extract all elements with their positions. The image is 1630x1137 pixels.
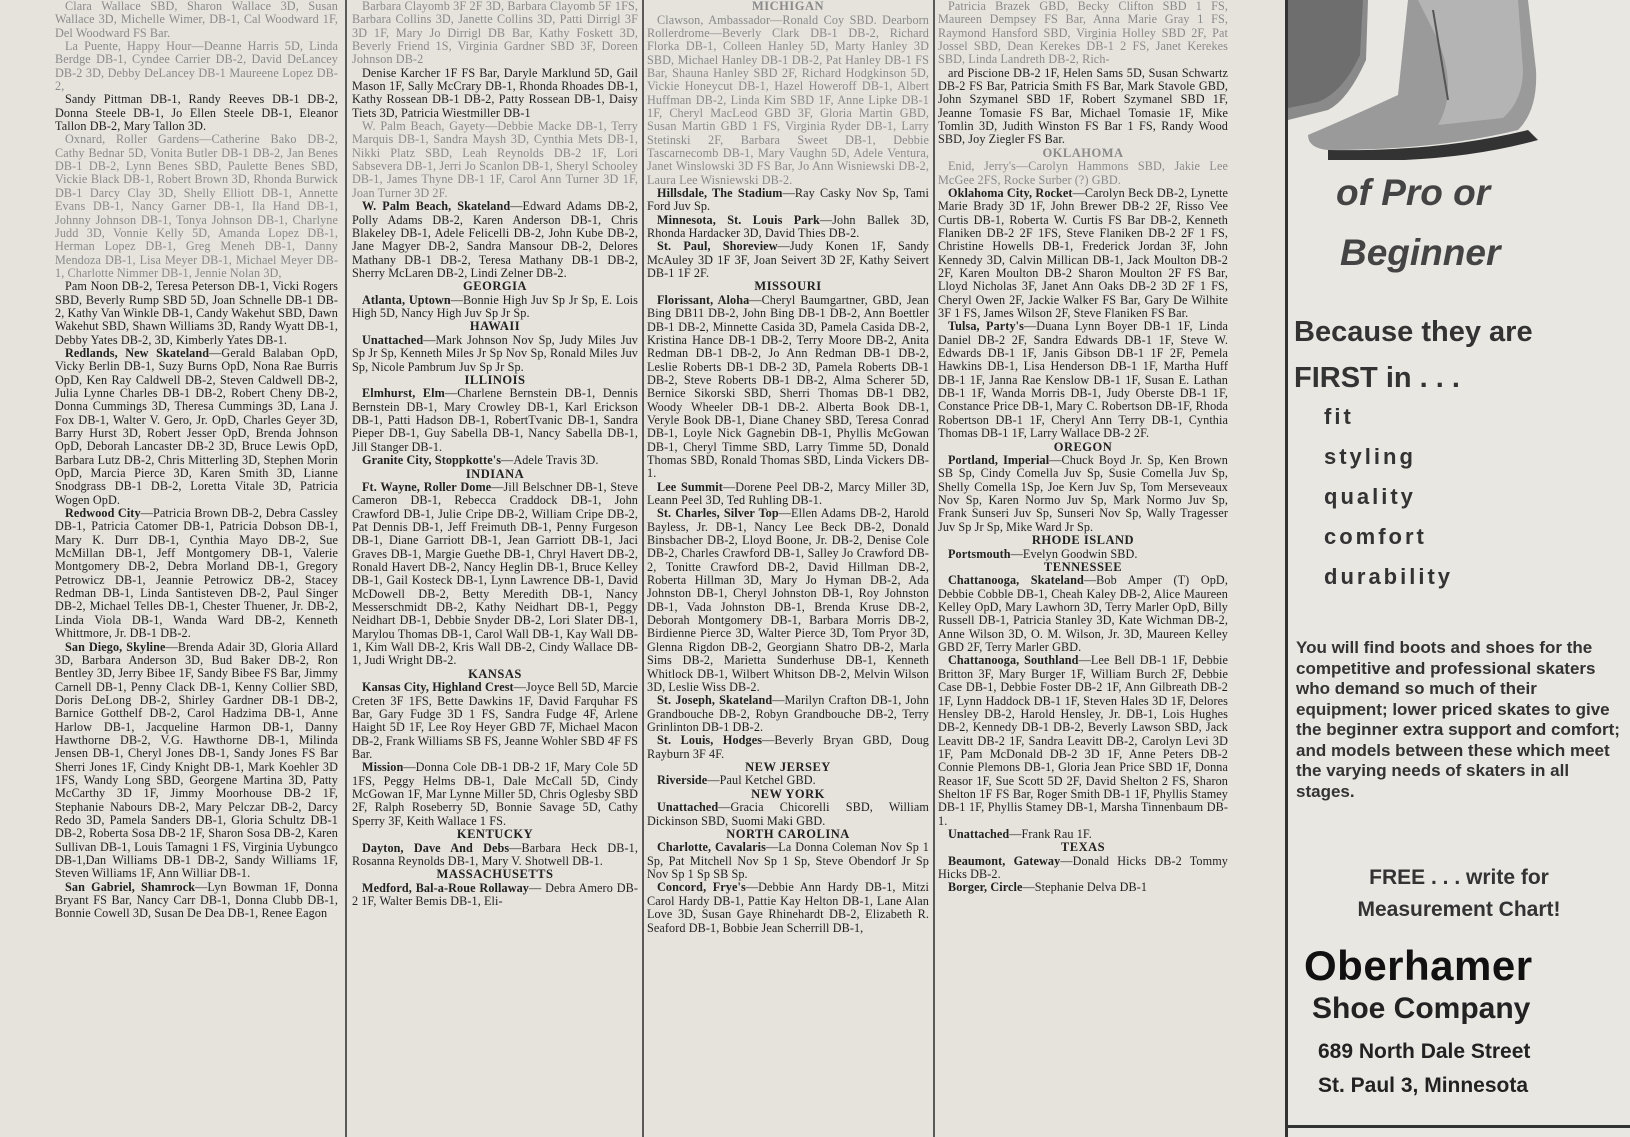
rink-location: Kansas City, Highland Crest: [362, 680, 514, 695]
skater-list: —Patricia Brown DB-2, Debra Cassley DB-1, Patricia Catomer DB-1, Patricia Dobson DB-1, Mary K. Durr DB-1, Cynthia Mayo DB-2, Sue McMillan DB-1, Jeff Montgomery DB-1, Valerie Montgomery DB-2, Debra Morland DB-1, Gregory Petrowicz DB-1, Jeannie Petrowicz DB-2, Stacey Redman DB-1, Linda Santisteven DB-2, Paul Singer DB-2, Michael Telles DB-1, Chester Thuener, Jr. DB-2, Linda Viola DB-1, Wanda Ward DB-2, Kenneth Whittmore, Jr. DB-1 DB-2.: [55, 506, 338, 641]
skater-list: —Adele Travis 3D.: [501, 453, 599, 468]
ad-quality-styling: styling: [1324, 444, 1416, 469]
state-heading: GEORGIA: [463, 279, 527, 294]
rink-location: Dayton, Dave And Debs: [362, 840, 510, 855]
results-paragraph: [647, 14, 929, 187]
skater-list: —Donna Cole DB-1 DB-2 1F, Mary Cole 5D 1FS, Peggy Helms DB-1, Dale McCall 5D, Cindy McGowan 1F, Mar Lynne Miller 5D, Chris Oglesby SBD 2F, Ralph Roseberry 5D, Bonnie Savage 5D, Cathy Sperry 3F, Keith Wallace 1 FS.: [352, 760, 638, 828]
skater-list: Sandy Pittman DB-1, Randy Reeves DB-1 DB-2, Donna Steele DB-1, Jo Ellen Steele DB-1, Eleanor Tallon DB-2, Mary Tallon 3D.: [55, 92, 338, 134]
ad-tagline-beginner: Beginner: [1340, 232, 1501, 273]
results-paragraph: [647, 214, 929, 241]
skater-list: —Ray Casky Nov Sp, Tami Ford Juv Sp.: [647, 185, 929, 214]
column-3: [647, 0, 929, 1137]
oberhamer-advertisement: [1288, 0, 1630, 1137]
rink-location: Unattached: [657, 800, 719, 815]
state-heading: INDIANA: [465, 466, 525, 481]
state-heading: TEXAS: [1060, 840, 1106, 855]
results-paragraph: [938, 828, 1228, 841]
state-heading: KANSAS: [468, 666, 522, 681]
skater-list: —Lyn Bowman 1F, Donna Bryant FS Bar, Nancy Carr DB-1, Donna Clubb DB-1, Bonnie Cowell 3D, Susan De Dea DB-1, Renee Eagon: [55, 879, 338, 921]
rink-location: Tulsa, Party's: [948, 319, 1024, 334]
results-paragraph: [647, 187, 929, 214]
skater-list: —Donald Hicks DB-2 Tommy Hicks DB-2.: [938, 853, 1228, 882]
skater-list: —Bonnie High Juv Sp Jr Sp, E. Lois High 5D, Nancy High Juv Sp Jr Sp.: [352, 292, 638, 321]
rink-location: Florissant, Aloha: [657, 292, 750, 307]
rink-location: Ft. Wayne, Roller Dome: [362, 480, 492, 494]
skater-list: —Lee Bell DB-1 1F, Debbie Britton 3F, Mary Burger 1F, William Burch 2F, Debbie Case DB-1, Debbie Foster DB-2 1F, Ann Gilbreath DB-2 1F, Lynn Haddock DB-1 1F, Steven Hales 3D 1F, Delores Hensley DB-2, Harold Hensley, Jr. DB-1, Lois Hughes DB-2, Kennedy DB-1 DB-2, Beverly Lawson SBD, Jack Leavitt DB-2 1F, Sandra Leavitt DB-2, Carolyn Levi 3D 1F, Pam McDonald DB-2 3D 1F, Anne Peters DB-2 Connie Plemons DB-1, Gloria Jean Price SBD 1F, Donna Reasor 1F, Sue Scott 5D 2F, David Shelton 2 FS, Sharon Shelton 1F FS Bar, Roger Smith DB-1 1F, Phyllis Stamey DB-1 1F, Phyllis Stamey DB-1, Marsha Tinnenbaum DB-1.: [938, 653, 1228, 828]
skater-list: — Debra Amero DB-2 1F, Walter Bemis DB-1, Eli-: [352, 880, 638, 909]
rink-location: Lee Summit: [657, 479, 723, 494]
state-heading: HAWAII: [469, 319, 521, 334]
rink-location: St. Charles, Silver Top: [657, 506, 779, 521]
results-paragraph: [55, 133, 338, 280]
rink-location: Riverside: [657, 773, 708, 788]
skater-list: —Edward Adams DB-2, Polly Adams DB-2, Karen Anderson DB-1, Chris Blakeley DB-1, Adele Felicelli DB-2, John Kube DB-2, Jane Magyer DB-2, Sandra Mansour DB-2, Delores Mathany DB-1 DB-2, Teresa Mathany DB-1 DB-2, Sherry McLaren DB-2, Lindi Zelner DB-2.: [352, 199, 638, 280]
results-paragraph: [938, 548, 1228, 561]
results-paragraph: [938, 187, 1228, 320]
results-paragraph: [938, 881, 1228, 894]
results-paragraph: [55, 93, 338, 133]
results-paragraph: [55, 507, 338, 640]
skater-list: Barbara Clayomb 3F 2F 3D, Barbara Clayomb 5F 1FS, Barbara Collins 3D, Janette Collins 3D, Patti Dirrigl 3F 3D 1F, Mary Jo Dirrigl DB Bar, Kathy Foskett 3D, Beverly Friend 1S, Virginia Gardner SBD 3F, Doreen Johnson DB-2: [352, 0, 638, 67]
ad-because: Because they are: [1294, 316, 1533, 348]
rink-location: Portland, Imperial: [948, 453, 1050, 467]
results-paragraph: [352, 761, 638, 828]
rink-location: Elmhurst, Elm: [362, 386, 445, 401]
ad-body-text: You will find boots and shoes for the competitive and professional skaters who demand so much of their equipment; lower priced skates to give the beginner extra support and comfort; and models between these which meet the varying needs of skaters in all stages.: [1296, 638, 1620, 801]
column-divider: [345, 0, 347, 1137]
column-1: [55, 0, 338, 1137]
rink-location: San Diego, Skyline: [65, 639, 166, 654]
results-paragraph: [352, 294, 638, 321]
ad-quality-comfort: comfort: [1324, 524, 1427, 549]
results-paragraph: [938, 855, 1228, 882]
rink-location: Minnesota, St. Louis Park: [657, 212, 820, 227]
state-heading: MISSOURI: [754, 279, 822, 294]
rink-location: Borger, Circle: [948, 880, 1023, 895]
skater-list: —Joyce Bell 5D, Marcie Creten 3F 1FS, Bette Dawkins 1F, David Farquhar FS Bar, Gary Fudge 3D 1 FS, Sandra Fudge 4F, Arlene Haight 5D 1F, Lee Roy Heyer GBD 7F, Michael Macon DB-2, Frank Williams SB FS, Jeanne Wohler SBD 4F FS Bar.: [352, 680, 638, 762]
rink-location: Concord, Frye's: [657, 880, 746, 895]
results-paragraph: [938, 320, 1228, 440]
results-paragraph: [938, 67, 1228, 147]
results-paragraph: [55, 40, 338, 93]
skater-list: —Stephanie Delva DB-1: [1022, 880, 1148, 895]
results-paragraph: [352, 200, 638, 280]
skater-list: —Marilyn Crafton DB-1, John Grandbouche DB-2, Robyn Grandbouche DB-2, Terry Grinlinton DB-1 DB-2.: [647, 693, 929, 734]
results-paragraph: [55, 347, 338, 507]
results-paragraph: [647, 481, 929, 508]
results-paragraph: [938, 574, 1228, 654]
skater-list: —Brenda Adair 3D, Gloria Allard 3D, Barbara Anderson 3D, Bud Baker DB-2, Ron Bentley 3D, Jerry Bibee 1F, Sandy Bibee FS Bar, Jimmy Carnell DB-1, Penny Clack DB-1, Kenny Collier SBD, Doris DeLong DB-2, Shirley Gardner DB-1 DB-2, Barnice Gotthelf DB-2, Carol Hadzima DB-1, Anne Harlow DB-1, Jacqueline Harmon DB-1, Danny Hawthorne DB-2, V.G. Hawthorne DB-1, Milinda Jensen DB-1, Cheryl Jones DB-1, Sandy Jones FS Bar Sherri Jones 1F, Cindy Knight DB-1, Mark Koehler 3D 1FS, Wandy Long SBD, Georgene Martina 3D, Patty McCarthy 3D 1F, Jimmy Moorhouse DB-2 1F, Stephanie Nabours DB-2, Mary Pelczar DB-2, Darcy Redo 3D, Pamela Sanders DB-1, Gloria Schultz DB-1 DB-2, Roberta Sosa DB-2 1F, Sharon Sosa DB-2, Karen Sullivan DB-1, Louis Tamagni 1 FS, Virginia Uybungco DB-1,Dan Williams DB-1 DB-2, Sandy Williams 1F, Steven Williams 1F, Ann Williar DB-1.: [55, 639, 338, 881]
results-paragraph: [352, 0, 638, 67]
ad-brand-name: Oberhamer: [1304, 942, 1533, 989]
results-paragraph: [352, 481, 638, 668]
skater-list: —Dorene Peel DB-2, Marcy Miller 3D, Leann Peel 3D, Ted Ruhling DB-1.: [647, 479, 929, 508]
skater-list: —Jill Belschner DB-1, Steve Cameron DB-1, Rebecca Craddock DB-1, John Crawford DB-1, Julie Cripe DB-2, William Cripe DB-2, Pat Dennis DB-1, Jeff Freimuth DB-1, Penny Furgeson DB-1, Diane Garriott DB-1, Jean Garriott DB-1, Jaci Graves DB-1, Margie Guethe DB-1, Chryl Havert DB-2, Ronald Havert DB-2, Nancy Heglin DB-1, Bruce Kelley DB-1, Gail Kosteck DB-1, Lynn Lawrence DB-1, David McDowell DB-2, Betty Meredith DB-1, Nancy Messerschmidt DB-2, Kathy Neidhart DB-1, Peggy Neidhart DB-1, Debbie Snyder DB-2, Lori Slater DB-1, Marylou Thomas DB-1, Carol Wall DB-1, Kay Wall DB-1, Kim Wall DB-2, Kris Wall DB-2, Cindy Wallace DB-1, Judi Wright DB-2.: [352, 480, 638, 668]
ad-tagline-pro: of Pro or: [1336, 172, 1491, 213]
column-divider: [642, 0, 644, 1137]
rink-location: Charlotte, Cavalaris: [657, 840, 767, 855]
rink-location: Oklahoma City, Rocket: [948, 185, 1073, 200]
results-paragraph: [938, 454, 1228, 534]
skater-list: Patricia Brazek GBD, Becky Clifton SBD 1 FS, Maureen Dempsey FS Bar, Anna Marie Gray 1 FS, Raymond Hansford SBD, Virginia Holley SBD 2F, Pat Jossel SBD, Dean Kerekes DB-1 2 FS, Janet Kerekes SBD, Linda Landreth DB-2, Rich-: [938, 0, 1228, 67]
state-heading: OKLAHOMA: [1042, 145, 1124, 160]
rink-location: Unattached: [362, 332, 424, 347]
rink-location: W. Palm Beach, Skateland: [362, 199, 511, 214]
ad-bottom-border: [1285, 1125, 1630, 1128]
results-paragraph: [55, 641, 338, 881]
state-heading: MASSACHUSETTS: [436, 867, 554, 882]
skater-list: —Beverly Bryan GBD, Doug Rayburn 3F 4F.: [647, 733, 929, 761]
state-heading: KENTUCKY: [456, 827, 534, 842]
skater-list: —John Ballek 3D, Rhonda Hardacker 3D, David Thies DB-2.: [647, 212, 929, 240]
results-paragraph: [352, 67, 638, 120]
results-paragraph: [647, 734, 929, 761]
skater-list: Oxnard, Roller Gardens—Catherine Bako DB-2, Cathy Bednar 5D, Vonita Butler DB-1 DB-2, Jan Benes DB-1 DB-2, Lynn Benes SBD, Paulette Benes SBD, Vickie Black DB-1, Robert Brown 3D, Rhonda Burwick DB-1 Darcy Clay 3D, Shelly Elliott DB-1, Annette Evans DB-1, Nancy Garner DB-1, Ila Hand DB-1, Johnny Johnson DB-1, Tonya Johnson DB-1, Charlyne Judd 3D, Vonnie Kelly 5D, Amanda Lopez DB-1, Herman Lopez DB-1, Greg Meneh DB-1, Danny Mendoza DB-1, Lisa Meyer DB-1, Michael Meyer DB-1, Charlotte Nimmer DB-1, Jennie Nolan 3D,: [55, 132, 338, 280]
results-paragraph: [352, 882, 638, 909]
results-paragraph: [352, 387, 638, 454]
rink-location: St. Joseph, Skateland: [657, 693, 773, 708]
state-heading: OREGON: [1053, 439, 1113, 454]
skater-list: —Barbara Heck DB-1, Rosanna Reynolds DB-1, Mary V. Shotwell DB-1.: [352, 840, 638, 868]
state-heading: NEW JERSEY: [745, 759, 831, 774]
results-paragraph: [647, 294, 929, 481]
results-paragraph: [647, 507, 929, 694]
skater-list: —Carolyn Beck DB-2, Lynette Marie Brady 3D 1F, John Brewer DB-2 2F, Risso Vee Curtis DB-1, Roberta W. Curtis FS Bar DB-2, Kenneth Flaniken DB-2 2F 1FS, Steve Flaniken DB-2 2F 1 FS, Christine Howells DB-1, Frederick Jordan 3F, John Kennedy 3D, Calvin Millican DB-1, Jack Moulton DB-2 2F, Karen Moulton DB-2 Sharon Moulton 2F FS Bar, Lloyd Nicholas 3F, Janet Ann Oaks DB-2 3D 2F 1 FS, Cheryl Owen 2F, Jackie Walker FS Bar, Gary De Wilhite 3F 1 FS, James Wilson 2F, Steve Flaniken FS Bar.: [938, 185, 1228, 321]
skater-list: —Ellen Adams DB-2, Harold Bayless, Jr. DB-1, Nancy Lee Beck DB-2, Donald Binsbacher DB-2, Lloyd Boone, Jr. DB-2, Denise Cole DB-2, Charles Crawford DB-1, Salley Jo Crawford DB-2, Tonitte Crawford DB-2, David Hillman DB-2, Roberta Hillman 3D, Mary Jo Hyman DB-2, Ada Johnston DB-1, Cheryl Johnston DB-1, Roy Johnston DB-1, Vada Johnston DB-1, Brenda Kruse DB-2, Deborah Montgomery DB-1, Barbara Morris DB-2, Birdienne Pierce 3D, Walter Pierce 3D, Tom Pryor 3D, Glenna Rigdon DB-2, Georgiann Shatro DB-2, Marla Sims DB-2, Marietta Sunderhuse DB-1, Kenneth Whitlock DB-1, Wilbert Whitson DB-2, Melvin Wilson 3D, Leslie Wiss DB-2.: [647, 506, 929, 694]
rink-location: St. Paul, Shoreview: [657, 239, 778, 254]
skater-list: W. Palm Beach, Gayety—Debbie Macke DB-1, Terry Marquis DB-1, Sandra Maysh 3D, Cynthia Mets DB-1, Nikki Platz SBD, Leah Reynolds DB-2 1F, Lori Sabsevera DB-1, Jerri Jo Scanlon DB-1, Sheryl Schooley DB-1, James Thyne DB-1 1F, Carol Ann Turner 3D 1F, Joan Turner 3D 2F.: [352, 119, 638, 200]
skate-boot-illustration: [1288, 0, 1630, 160]
skater-list: Pam Noon DB-2, Teresa Peterson DB-1, Vicki Rogers SBD, Beverly Rump SBD 5D, Joan Schnelle DB-1 DB-2, Kathy Van Winkle DB-1, Candy Wakehut SBD, Dawn Wakehut SBD, Shawn Williams 3D, Randy Wyatt DB-1, Debby Yates DB-2, 3D, Kimberly Yates DB-1.: [55, 279, 338, 347]
results-paragraph: [55, 881, 338, 921]
rink-location: Unattached: [948, 826, 1010, 841]
skater-list: Clara Wallace SBD, Sharon Wallace 3D, Susan Wallace 3D, Michelle Wimer, DB-1, Cal Woodward 1F, Del Woodward FS Bar.: [55, 0, 338, 40]
state-heading: RHODE ISLAND: [1031, 533, 1135, 548]
column-2: [352, 0, 638, 1137]
state-heading: TENNESSEE: [1043, 559, 1123, 574]
skater-list: —Charlene Bernstein DB-1, Dennis Bernstein DB-1, Mary Crowley DB-1, Karl Erickson DB-1, Patti Hadson DB-1, RobertTvanic DB-1, Sandra Pieper DB-1, Guy Sabella DB-1, Nancy Sabella DB-1, Jill Stanger DB-1.: [352, 386, 638, 454]
rink-location: Portsmouth: [948, 546, 1011, 561]
skater-list: —Gerald Balaban OpD, Vicky Berlin DB-1, Suzy Burns OpD, Nona Rae Burris OpD, Ken Ray Caldwell DB-2, Steven Caldwell DB-2, Julia Lynne Charles DB-1 DB-2, Robert Cheny DB-2, Donna Cummings 3D, Theresa Cummings 3D, Lana J. Fox DB-1, Walter V. Gero, Jr. OpD, Charles Geyer 3D, Barry Hurst 3D, Robert Jesser OpD, Brenda Johnson OpD, Deborah Lancaster DB-2 3D, Bruce Lewis OpD, Barbara Lutz DB-2, Chris Mitterling 3D, Stephen Morin OpD, Marcia Pierce 3D, Karen Smith 3D, Lianne Snodgrass DB-1 DB-2, Loretta Vitale 3D, Patricia Wogen OpD.: [55, 345, 338, 507]
skater-list: ard Piscione DB-2 1F, Helen Sams 5D, Susan Schwartz DB-2 FS Bar, Patricia Smith FS Bar, Mark Stavole GBD, John Szymanel SBD 1F, Robert Szymanel SBD 1F, Jeanne Tomasie FS Bar, Michael Tomasie 1F, Mike Tomlin 3D, Judith Winston FS Bar 1 FS, Randy Wood SBD, Joy Ziegler FS Bar.: [938, 65, 1228, 147]
results-paragraph: [938, 160, 1228, 187]
results-paragraph: [55, 0, 338, 40]
ad-company-name: Shoe Company: [1312, 992, 1531, 1025]
ad-quality-fit: fit: [1324, 404, 1354, 429]
results-paragraph: [938, 654, 1228, 827]
skater-list: —Gracia Chicorelli SBD, William Dickinson SBD, Suomi Maki GBD.: [647, 800, 929, 828]
results-paragraph: [647, 841, 929, 881]
skater-list: La Puente, Happy Hour—Deanne Harris 5D, Linda Berdge DB-1, Cyndee Carrier DB-2, David DeLancey DB-2 3D, Debby DeLancey DB-1 Maureene Lopez DB-2,: [55, 39, 338, 94]
results-paragraph: [647, 240, 929, 280]
ad-address-city: St. Paul 3, Minnesota: [1318, 1074, 1529, 1097]
skater-list: —Bob Amper (T) OpD, Debbie Cobble DB-1, Cheah Kaley DB-2, Alice Maureen Kelley OpD, Mary Lawhorn 3D, Terry Marler OpD, Billy Russell DB-1, Patricia Stanley 3D, Kate Wichman DB-2, Anne Wilson 3D, O. M. Wilson, Jr. 3D, Maureen Kelley GBD 2F, Terry Marler GBD.: [938, 573, 1228, 655]
state-heading: NORTH CAROLINA: [726, 826, 850, 841]
results-paragraph: [647, 774, 929, 787]
state-heading: ILLINOIS: [464, 372, 526, 387]
skater-list: —Duana Lynn Boyer DB-1 1F, Linda Daniel DB-2 2F, Sandra Edwards DB-1 1F, Steve W. Edwards DB-1 1F, Janis Gibson DB-1 1F 2F, Pemela Hawkins DB-1, Lisa Henderson DB-1 1F, Martha Huff DB-1 1F, Janna Rae Kenslow DB-1 1F, Susan E. Lathan DB-1 1F, Wanda Morris DB-1, Judy Oberste DB-1 1F, Constance Price DB-1, Mary C. Robertson DB-1F, Rhoda Robertson DB-1 1F, Cheryl Ann Terry DB-1, Cynthia Thomas DB-1 1F, Larry Wallace DB-2 2F.: [938, 319, 1228, 441]
ad-quality-durability: durability: [1324, 564, 1454, 589]
rink-location: Hillsdale, The Stadium: [657, 185, 783, 200]
skater-list: Denise Karcher 1F FS Bar, Daryle Marklund 5D, Gail Mason 1F, Sally McCrary DB-1, Rhonda Rhoades DB-1, Kathy Rossean DB-1 DB-2, Patty Rossean DB-1, Daisy Tiets 3D, Patricia Wiestmiller DB-1: [352, 65, 638, 120]
skater-list: —Evelyn Goodwin SBD.: [1010, 546, 1138, 561]
skater-list: —Cheryl Baumgartner, GBD, Jean Bing DB11 DB-2, John Bing DB-1 DB-2, Ann Boettler DB-1 DB-2, Minnette Casida 3D, Pamela Casida DB-2, Kristina Hance DB-1 DB-2, Terry Moore DB-2, Anita Redman DB-1 DB-2, Jo Ann Redman DB-1 DB-2, Leslie Roberts DB-1 DB-2 3D, Pamela Roberts DB-1 DB-2, Steve Roberts DB-1 DB-2, Alma Scherer 5D, Bernice Sikorski SBD, Sherri Thomas DB-1 DB2, Woody Wheeler DB-1 DB-2. Alberta Book DB-1, Veryle Book DB-1, Diane Chaney SBD, Teresa Conrad DB-1, Loyle Nick Gagnebin DB-1, Phyllis McGowan DB-1, Cheryl Timme SBD, Larry Timme 5D, Donald Thomas SBD, Ronald Thomas SBD, Linda Vickers DB-1.: [647, 292, 929, 481]
rink-location: Chattanooga, Southland: [948, 653, 1079, 668]
skater-list: Enid, Jerry's—Carolyn Hammons SBD, Jakie Lee McGee 2FS, Rocke Surber (?) GBD.: [938, 159, 1228, 187]
rink-location: Medford, Bal-a-Roue Rollaway: [362, 880, 529, 895]
rink-location: St. Louis, Hodges: [657, 733, 763, 748]
results-paragraph: [352, 842, 638, 869]
results-paragraph: [352, 120, 638, 200]
results-paragraph: [55, 280, 338, 347]
rink-location: Redwood City: [65, 506, 141, 521]
column-4: [938, 0, 1228, 1137]
skater-list: —Frank Rau 1F.: [1009, 826, 1092, 841]
ad-first-in: FIRST in . . .: [1294, 362, 1460, 394]
results-paragraph: [647, 694, 929, 734]
rink-location: Beaumont, Gateway: [948, 853, 1061, 868]
ad-quality-quality: quality: [1324, 484, 1416, 509]
skater-list: —La Donna Coleman Nov Sp 1 Sp, Pat Mitchell Nov Sp 1 Sp, Steve Obendorf Jr Sp Nov Sp 1 Sp SB Sp.: [647, 840, 929, 882]
state-heading: NEW YORK: [751, 786, 825, 801]
results-paragraph: [647, 801, 929, 828]
skater-list: —Judy Konen 1F, Sandy McAuley 3D 1F 3F, Joan Seivert 3D 2F, Kathy Seivert DB-1 1F 2F.: [647, 239, 929, 281]
rink-location: Redlands, New Skateland: [65, 345, 210, 360]
ad-address-street: 689 North Dale Street: [1318, 1040, 1531, 1063]
results-paragraph: [352, 681, 638, 761]
results-paragraph: [647, 881, 929, 934]
rink-location: Chattanooga, Skateland: [948, 573, 1084, 588]
results-paragraph: [352, 454, 638, 467]
ad-measurement-chart: Measurement Chart!: [1357, 898, 1561, 921]
rink-location: Mission: [362, 760, 404, 775]
rink-location: Atlanta, Uptown: [362, 292, 451, 307]
rink-location: San Gabriel, Shamrock: [65, 879, 196, 894]
rink-location: Granite City, Stoppkotte's: [362, 453, 502, 468]
results-paragraph: [352, 334, 638, 374]
skater-list: Clawson, Ambassador—Ronald Coy SBD. Dearborn Rollerdrome—Beverly Clark DB-1 DB-2, Richard Florka DB-1, Colleen Hanley 5D, Marty Hanley 3D SBD, Michael Hanley DB-1 DB-2, Pat Hanley DB-1 FS Bar, Shauna Hanley SBD 2F, Richard Hodgkinson 5D, Vickie Honeycut DB-1, Hazel Howeroff DB-1, Albert Huffman DB-2, Linda Kim SBD 1F, Anne Lipke DB-1 1F, Cheryl MacLeod GBD 3F, Gloria Martin GBD, Susan Martin GBD 1 FS, Virginia Ryder DB-1, Larry Stetinski 2F, Barbara Sweet DB-1, Debbie Tascarnecomb DB-1, Mary Vaughn 5D, Adele Ventura, Janet Winslowski 3D FS Bar, Jo Ann Wisniewski DB-2, Laura Lee Wisniewski DB-2.: [647, 12, 929, 187]
skater-list: —Paul Ketchel GBD.: [707, 773, 816, 788]
ad-free-offer: FREE . . . write for: [1369, 866, 1549, 889]
state-heading: MICHIGAN: [751, 0, 825, 13]
column-divider: [933, 0, 935, 1137]
results-paragraph: [938, 0, 1228, 67]
skater-list: —Mark Johnson Nov Sp, Judy Miles Juv Sp Jr Sp, Kenneth Miles Jr Sp Nov Sp, Ronald Miles Juv Sp, Nicole Pambrum Juv Sp Jr Sp.: [352, 332, 638, 374]
skater-list: —Debbie Ann Hardy DB-1, Mitzi Carol Hardy DB-1, Pattie Kay Helton DB-1, Lane Alan Love 3D, Susan Gaye Rhinehardt DB-2, Elizabeth R. Seaford DB-1, Bobbie Jean Scherrill DB-1,: [647, 880, 929, 935]
skater-list: —Chuck Boyd Jr. Sp, Ken Brown SB Sp, Cindy Comella Juv Sp, Susie Comella Juv Sp, Shelly Comella 1Sp, Joe Kern Juv Sp, Tom Merseveaux Nov Sp, Karen Normo Juv Sp, Mark Normo Juv Sp, Frank Sunseri Juv Sp, Sunseri Nov Sp, Wally Tragesser Juv Sp Jr Sp, Mike Ward Jr Sp.: [938, 453, 1228, 534]
